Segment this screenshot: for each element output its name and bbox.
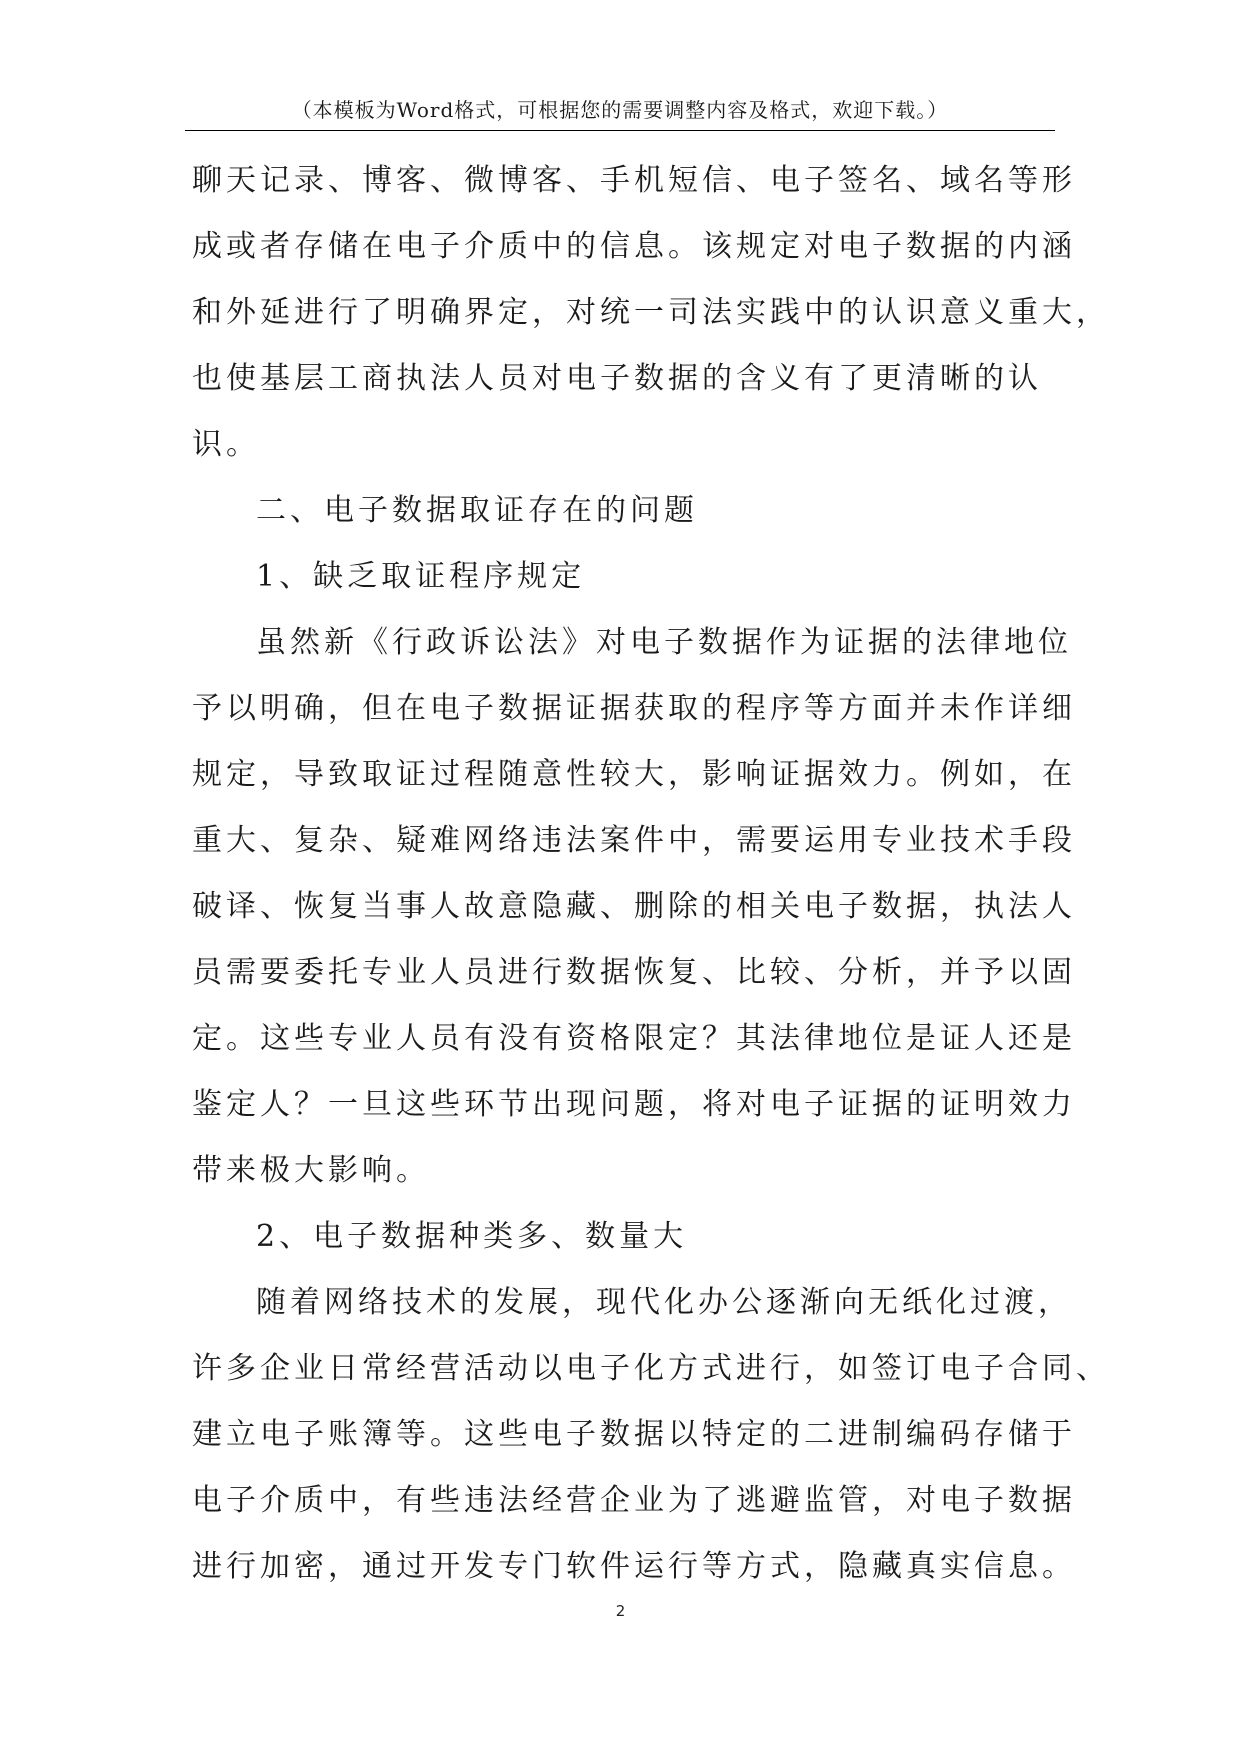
paragraph-line: 也使基层工商执法人员对电子数据的含义有了更清晰的认 bbox=[192, 361, 1042, 396]
paragraph-line: 和外延进行了明确界定，对统一司法实践中的认识意义重大， bbox=[192, 295, 1110, 330]
paragraph-line: 随着网络技术的发展，现代化办公逐渐向无纸化过渡， bbox=[256, 1285, 1072, 1320]
header-divider bbox=[185, 130, 1055, 131]
paragraph-line: 二、电子数据取证存在的问题 bbox=[256, 493, 698, 528]
paragraph-line: 虽然新《行政诉讼法》对电子数据作为证据的法律地位 bbox=[256, 625, 1072, 660]
paragraph-line: 予以明确，但在电子数据证据获取的程序等方面并未作详细 bbox=[192, 691, 1076, 726]
paragraph-line: 定。这些专业人员有没有资格限定？其法律地位是证人还是 bbox=[192, 1021, 1076, 1056]
template-header-note: （本模板为Word格式，可根据您的需要调整内容及格式，欢迎下载。） bbox=[291, 98, 949, 122]
paragraph-line: 2、电子数据种类多、数量大 bbox=[256, 1219, 688, 1254]
paragraph-line: 员需要委托专业人员进行数据恢复、比较、分析，并予以固 bbox=[192, 955, 1076, 990]
document-body bbox=[192, 156, 1110, 1608]
page-number: 2 bbox=[615, 1602, 626, 1620]
paragraph-line: 鉴定人？一旦这些环节出现问题，将对电子证据的证明效力 bbox=[192, 1087, 1076, 1122]
paragraph-line: 建立电子账簿等。这些电子数据以特定的二进制编码存储于 bbox=[192, 1417, 1076, 1452]
paragraph-line: 重大、复杂、疑难网络违法案件中，需要运用专业技术手段 bbox=[192, 823, 1076, 858]
paragraph-line: 规定，导致取证过程随意性较大，影响证据效力。例如，在 bbox=[192, 757, 1076, 792]
paragraph-line: 许多企业日常经营活动以电子化方式进行，如签订电子合同、 bbox=[192, 1351, 1110, 1386]
paragraph-line: 进行加密，通过开发专门软件运行等方式，隐藏真实信息。 bbox=[192, 1549, 1076, 1584]
paragraph-line: 1、缺乏取证程序规定 bbox=[256, 559, 586, 594]
paragraph-line: 电子介质中，有些违法经营企业为了逃避监管，对电子数据 bbox=[192, 1483, 1076, 1518]
paragraph-line: 识。 bbox=[192, 427, 260, 462]
paragraph-line: 成或者存储在电子介质中的信息。该规定对电子数据的内涵 bbox=[192, 229, 1076, 264]
paragraph-line: 破译、恢复当事人故意隐藏、删除的相关电子数据，执法人 bbox=[192, 889, 1076, 924]
paragraph-line: 聊天记录、博客、微博客、手机短信、电子签名、域名等形 bbox=[192, 163, 1076, 198]
paragraph-line: 带来极大影响。 bbox=[192, 1153, 430, 1188]
